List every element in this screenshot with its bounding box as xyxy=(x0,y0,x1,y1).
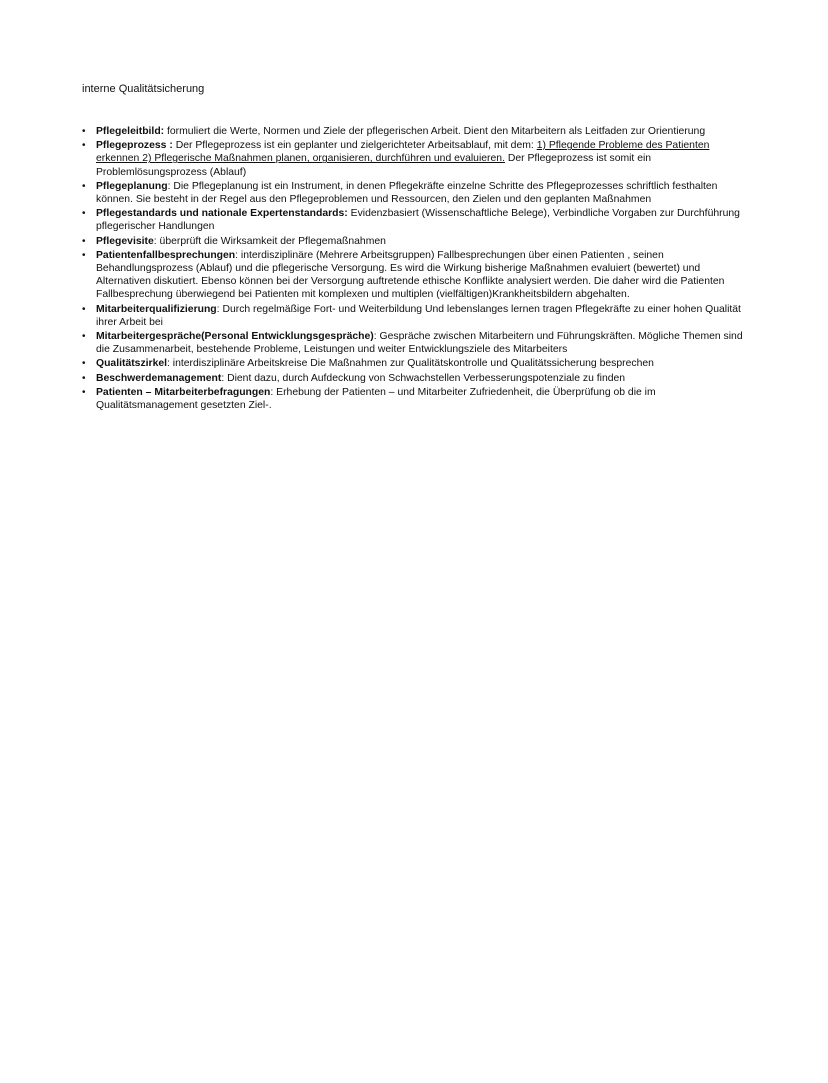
bullet-list xyxy=(82,125,752,413)
item-term: Patienten – Mitarbeiterbefragungen xyxy=(96,386,271,398)
list-item-qualitaetszirkel xyxy=(82,357,752,370)
bullet-icon: • xyxy=(82,235,86,247)
item-text-underlined: 1) Pflegende Probleme des Patienten erkennen 2) Pflegerische Maßnahmen planen, organisieren, durchführen und evaluieren. xyxy=(96,140,710,165)
item-text: : interdisziplinäre Arbeitskreise Die Maßnahmen zur Qualitätskontrolle und Qualitätssicherung besprechen xyxy=(167,358,654,370)
item-text: : Dient dazu, durch Aufdeckung von Schwachstellen Verbesserungspotenziale zu finden xyxy=(221,372,626,384)
item-text: : Gespräche zwischen Mitarbeitern und Führungskräften. Mögliche Themen sind die Zusammenarbeit, bestehende Probleme, Leistungen und weiter Entwicklungsziele des Mitarbeiters xyxy=(96,331,743,356)
bullet-icon: • xyxy=(82,303,86,315)
list-item-pflegevisite xyxy=(82,235,752,248)
item-term: Qualitätszirkel xyxy=(96,358,168,370)
list-item-mitarbeiterqualifizierung xyxy=(82,303,752,329)
item-term: Pflegeprozess : xyxy=(96,140,173,152)
list-item-pflegeplanung xyxy=(82,180,752,206)
item-text: Der Pflegeprozess ist ein geplanter und zielgerichteter Arbeitsablauf, mit dem: xyxy=(172,140,537,152)
document-title: interne Qualitätsicherung xyxy=(82,83,205,95)
item-term: Pflegestandards und nationale Expertenstandards: xyxy=(96,208,348,220)
item-term: Pflegeleitbild: xyxy=(96,126,165,137)
item-term: Patientenfallbesprechungen xyxy=(96,249,236,261)
list-item-pflegestandards xyxy=(82,207,752,233)
list-item-pflegeleitbild xyxy=(82,125,752,138)
item-text: : Die Pflegeplanung ist ein Instrument, in denen Pflegekräfte einzelne Schritte des Pflegeprozesses schriftlich festhalten können. Sie besteht in der Regel aus den Pflegeproblemen und Ressourcen, den Zielen und den geplanten Maßnahmen xyxy=(96,180,718,206)
item-text: formuliert die Werte, Normen und Ziele der pflegerischen Arbeit. Dient den Mitarbeitern als Leitfaden zur Orientierung xyxy=(164,126,706,137)
item-text: Evidenzbasiert (Wissenschaftliche Belege), Verbindliche Vorgaben zur Durchführung pflegerischer Handlungen xyxy=(96,208,740,233)
bullet-icon: • xyxy=(82,331,86,343)
list-item-beschwerdemanagement xyxy=(82,372,752,385)
list-item-pflegeprozess xyxy=(82,139,752,179)
item-term: Mitarbeitergespräche(Personal Entwicklungsgespräche) xyxy=(96,331,374,343)
bullet-icon: • xyxy=(82,372,86,384)
item-term: Pflegeplanung xyxy=(96,180,168,192)
item-text: : überprüft die Wirksamkeit der Pflegemaßnahmen xyxy=(153,235,386,247)
bullet-icon: • xyxy=(82,249,86,261)
bullet-icon: • xyxy=(82,140,86,152)
bullet-icon: • xyxy=(82,180,86,192)
item-term: Mitarbeiterqualifizierung xyxy=(96,303,217,315)
item-term: Pflegevisite xyxy=(96,235,154,247)
item-term: Beschwerdemanagement xyxy=(96,372,222,384)
bullet-icon: • xyxy=(82,386,86,398)
list-item-mitarbeitergespraeche xyxy=(82,330,752,356)
item-text-after: Der Pflegeprozess ist somit ein Problemlösungsprozess (Ablauf) xyxy=(96,153,652,178)
bullet-icon: • xyxy=(82,126,86,137)
bullet-icon: • xyxy=(82,358,86,370)
item-text: : Erhebung der Patienten – und Mitarbeiter Zufriedenheit, die Überprüfung ob die im Qualitätsmanagement gesetzten Ziel-. xyxy=(96,386,656,412)
bullet-icon: • xyxy=(82,208,86,220)
item-text: : interdisziplinäre (Mehrere Arbeitsgruppen) Fallbesprechungen über einen Patienten , seinen Behandlungsprozess (Ablauf) und die pflegerische Versorgung. Es wird die Wirkung bisherige Maßnahmen evaluiert (bewertet) und Alternativen diskutiert. Ebenso können bei der Versorgung auftretende ethische Konflikte analysiert werden. Die daher wird die Patienten Fallbesprechung überwiegend bei Patienten mit komplexen und multiplen (vielfältigen)Krankheitsbildern abgehalten. xyxy=(96,249,725,301)
list-item-befragungen xyxy=(82,386,752,412)
list-item-patientenfallbesprechungen xyxy=(82,249,752,302)
item-text: : Durch regelmäßige Fort- und Weiterbildung Und lebenslanges lernen tragen Pflegekräfte zu einer hohen Qualität ihrer Arbeit bei xyxy=(96,303,741,328)
